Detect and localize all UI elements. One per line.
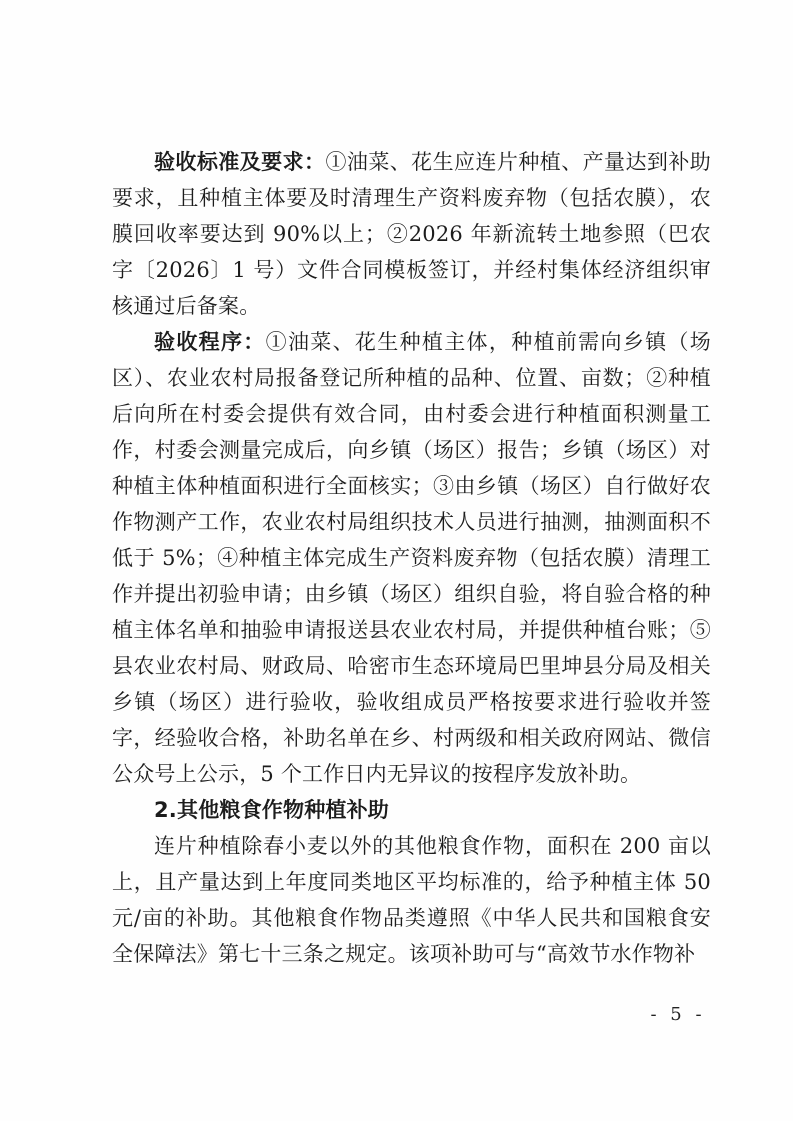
paragraph-lead-acceptance-procedure: 验收程序： [154,330,266,354]
paragraph-other-grain-subsidy: 连片种植除春小麦以外的其他粮食作物，面积在 200 亩以上，且产量达到上年度同类地区平均标准的，给予种植主体 50 元/亩的补助。其他粮食作物品类遵照《中华人民共和国粮食安全保障法》第七十三条之规定。该项补助可与“高效节水作物补 [112,834,711,966]
page-number: - 5 - [650,1004,706,1025]
document-body [112,144,711,972]
paragraph-acceptance-standards [112,144,711,324]
paragraph-acceptance-procedure [112,324,711,792]
paragraph-text-acceptance-standards: ①油菜、花生应连片种植、产量达到补助要求，且种植主体要及时清理生产资料废弃物（包括农膜），农膜回收率要达到 90%以上；②2026 年新流转土地参照（巴农字〔2026〕1 号）文件合同模板签订，并经村集体经济组织审核通过后备案。 [112,150,711,318]
section-heading-other-grain-subsidy: 2.其他粮食作物种植补助 [154,798,389,822]
paragraph-lead-acceptance-standards: 验收标准及要求： [154,150,326,174]
paragraph-text-acceptance-procedure: ①油菜、花生种植主体，种植前需向乡镇（场区）、农业农村局报备登记所种植的品种、位置、亩数；②种植后向所在村委会提供有效合同，由村委会进行种植面积测量工作，村委会测量完成后，向乡镇（场区）报告；乡镇（场区）对种植主体种植面积进行全面核实；③由乡镇（场区）自行做好农作物测产工作，农业农村局组织技术人员进行抽测，抽测面积不低于 5%；④种植主体完成生产资料废弃物（包括农膜）清理工作并提出初验申请；由乡镇（场区）组织自验，将自验合格的种植主体名单和抽验申请报送县农业农村局，并提供种植台账；⑤县农业农村局、财政局、哈密市生态环境局巴里坤县分局及相关乡镇（场区）进行验收，验收组成员严格按要求进行验收并签字，经验收合格，补助名单在乡、村两级和相关政府网站、微信公众号上公示，5 个工作日内无异议的按程序发放补助。 [112,330,711,786]
